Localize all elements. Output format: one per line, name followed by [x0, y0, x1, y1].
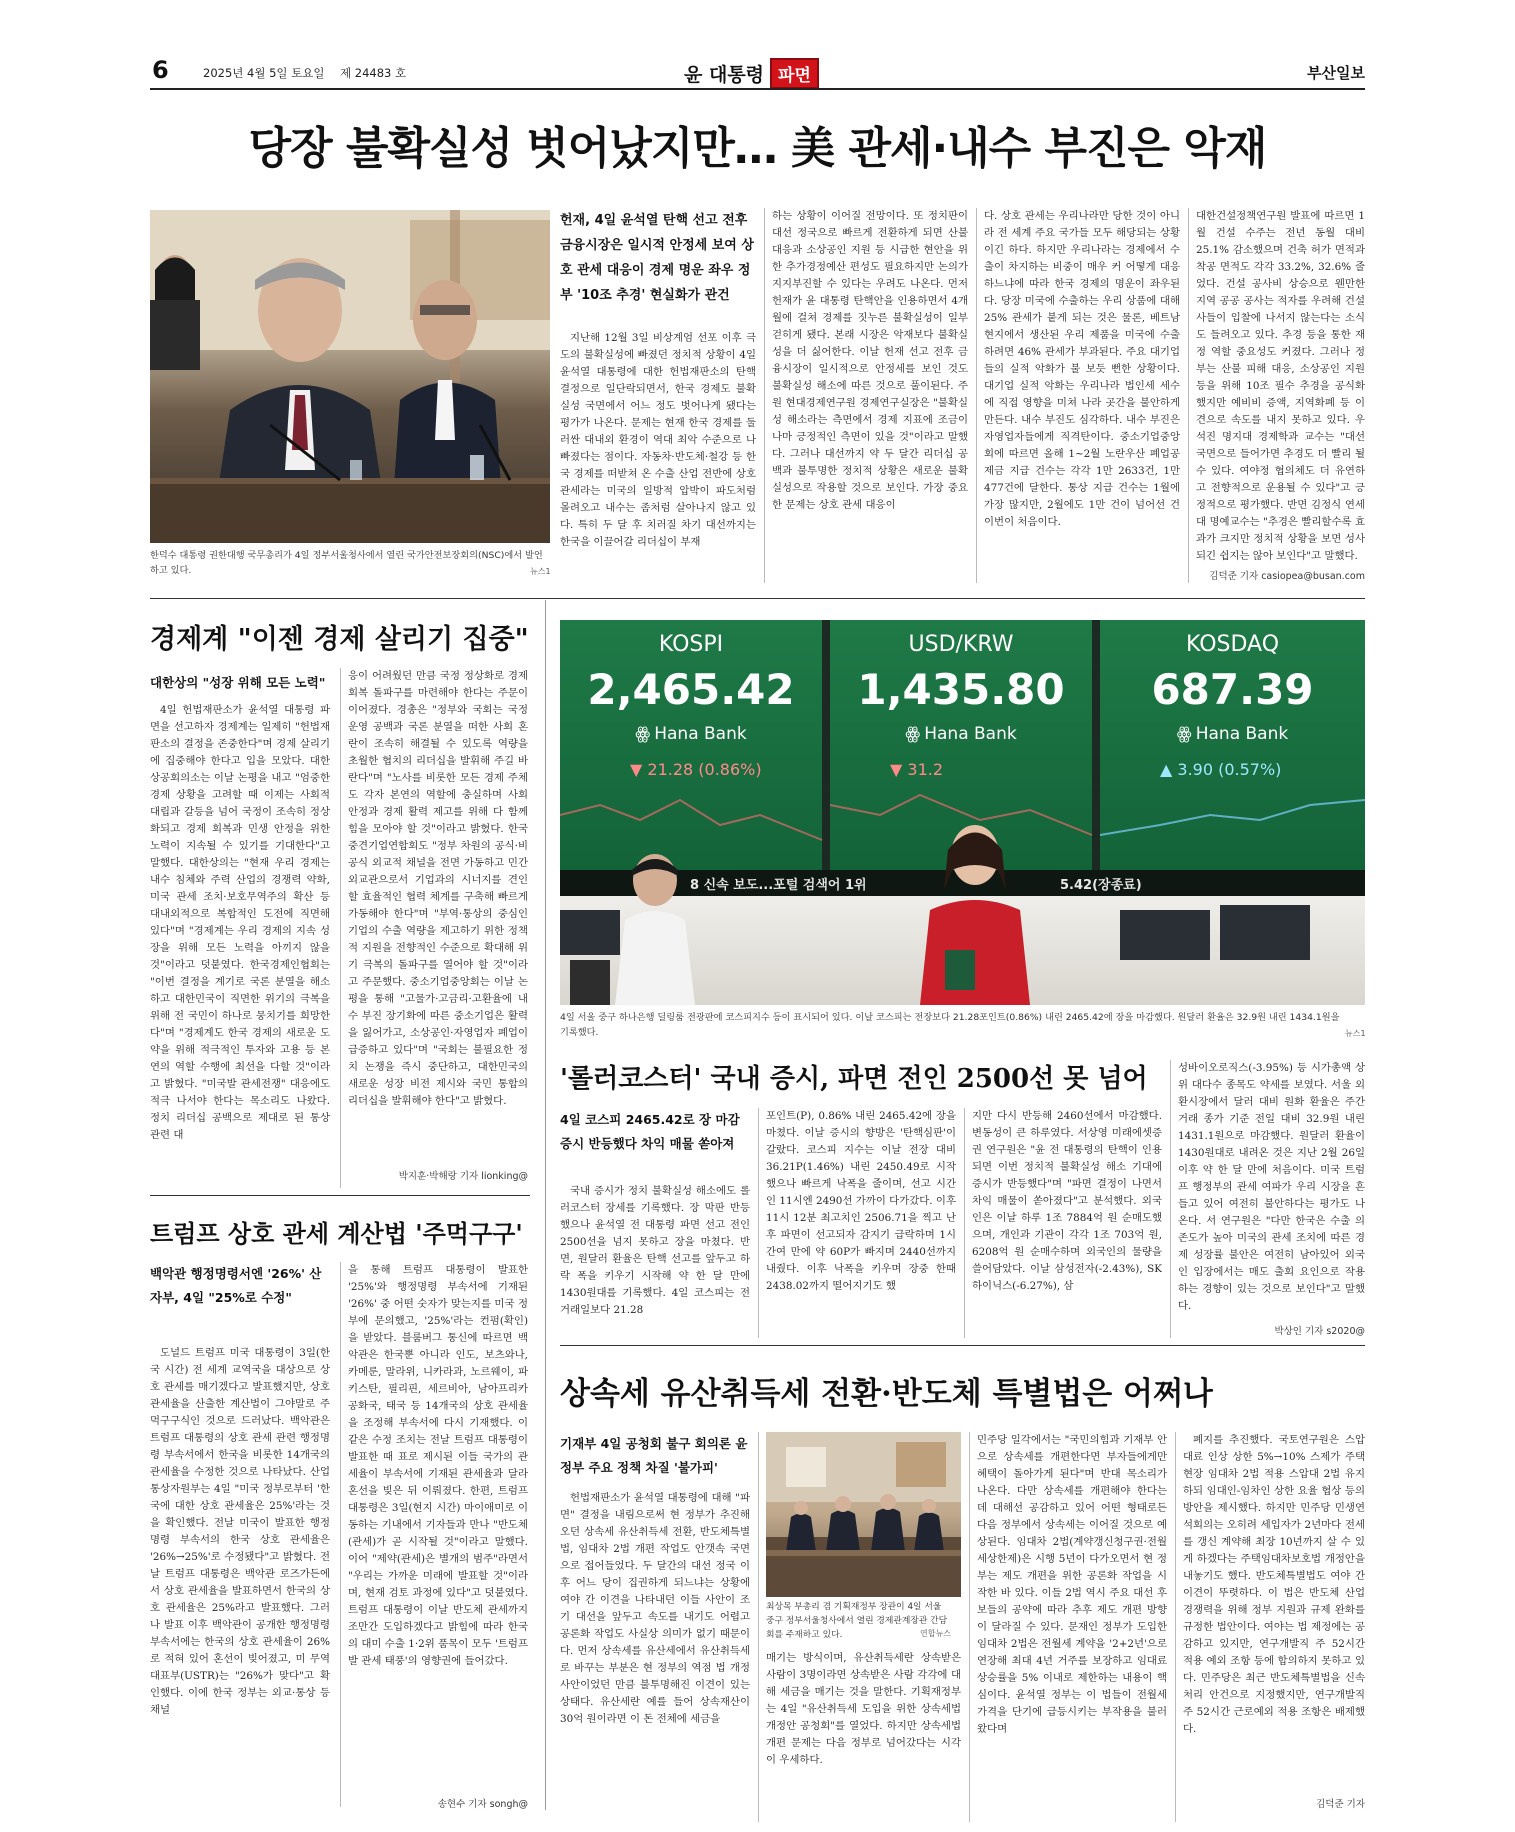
board-value-kospi: 2,465.42 [587, 665, 795, 714]
tax-photo [766, 1432, 961, 1597]
board-label-kosdaq: KOSDAQ [1185, 632, 1280, 657]
main-subhead: 헌재, 4일 윤석열 탄핵 선고 전후 금융시장은 일시적 안정세 보여 상호 관세 대응이 경제 명운 좌우 정부 '10조 추경' 현실화가 관건 [560, 213, 754, 303]
board-bank-label: Hana Bank [924, 724, 1017, 744]
hana-bank-icon: ꙮ [905, 724, 921, 744]
main-col-4: 대한건설정책연구원 발표에 따르면 1월 건설 수주는 전년 동월 대비 25.1% 감소했으며 건축 허가 면적과 착공 면적도 각각 33.2%, 32.6% 줄었다. 건설 공사비 상승으로 웬만한 지역 공공 공사는 적자를 우려해 건설사들이 입찰에 나서지 않는다는 소식도 들려오고 있다. 추경 등을 통한 재정 역할 중요성도 커졌다. 그러나 정부는 산불 피해 대응, 소상공인 지원 등을 위해 10조 필수 추경을 공식화했지만 예비비 증액, 지역화폐 등 이견으로 속도를 내지 못하고 있다. 우석진 명지대 경제학과 교수는 "대선 국면으로 들어가면 추경도 더 빨리 될 수 있다. 여야정 협의체도 더 유연하고 전향적으로 운용될 수 있다"고 긍정적으로 평가했다. 반면 김정식 연세대 명예교수는 "추경은 빨리할수록 효과가 크지만 정치적 상황을 보면 성사되긴 쉽지는 않아 보인다"고 말했다. [1196, 210, 1365, 562]
tariff-col-1: 도널드 트럼프 미국 대통령이 3일(한국 시간) 전 세계 교역국을 대상으로 상호 관세를 매기겠다고 발표했지만, 상호 관세율을 산출한 계산법이 그야말로 주먹구구식인 것으로 드러났다. 백악관은 트럼프 대통령의 상호 관세 관련 행정명령 부속서에서 한국을 비롯한 14개국의 관세율을 수정한 것으로 나타났다. 산업통상자원부는 4일 "미국 정부로부터 '한국에 대한 상호 관세율은 25%'라는 것을 확인했다. 전날 미국이 발표한 행정명령 부속서의 한국 상호 관세율은 '26%→25%'로 수정됐다"고 밝혔다. 전날 트럼프 대통령은 백악관 로즈가든에서 상호 관세율을 발표하면서 한국의 상호 관세율은 25%라고 발표했다. 그러나 발표 이후 백악관이 공개한 행정명령 부속서에는 한국의 상호 관세율이 26%로 적혀 있어 혼선이 빚어졌고, 미 무역대표부(USTR)는 "26%가 맞다"고 확인했다. 이에 한국 정부는 외교·통상 등 채널 [150, 1347, 330, 1716]
economy-headline: 경제계 "이젠 경제 살리기 집중" [150, 624, 529, 655]
tax-col-3: 민주당 일각에서는 "국민의힘과 기재부 안으로 상속세를 개편한다면 부자들에게만 혜택이 돌아가게 된다"며 반대 목소리가 나온다. 다만 상속세를 개편해야 한다는 데 대해선 공감하고 있어 어떤 형태로든 다음 정부에서 상속세는 이어질 것으로 예상된다. 임대차 2법(계약갱신청구권·전월세상한제)은 시행 5년이 다가오면서 현 정부는 제도 개편을 위한 공론화 작업을 시작한 바 있다. 이들 2법 역시 주요 대선 후보들의 공약에 따라 추후 제도 개편 방향이 달라질 수 있다. 문재인 정부가 도입한 임대차 2법은 전월세 계약을 '2+2년'으로 연장해 최대 4년 거주를 보장하고 임대료 상승률을 5% 이내로 제한하는 내용이 핵심이다. 윤석열 정부는 이 법들이 전월세 가격을 단기에 급등시키는 부작용을 불러왔다며 [977, 1434, 1167, 1735]
board-bank-kosdaq [1100, 724, 1365, 744]
stock-byline: 박상인 기자 s2020@ [1274, 1326, 1365, 1337]
tariff-subhead: 백악관 행정명령서엔 '26%' 산자부, 4일 "25%로 수정" [150, 1266, 322, 1305]
dealing-room-people [560, 810, 1365, 1005]
section-divider [150, 598, 1365, 599]
tax-col-4: 폐지를 추진했다. 국토연구원은 스압대료 인상 상한 5%→10% 스제가 주택 현장 임대차 2법 적용 스압대 2법 유지하되 임대인-임차인 상한 요율 협상 등의 방안을 제시했다. 하지만 민주당 민생연석회의는 오히려 세입자가 2년마다 전세를 갱신 계약해 최장 10년까지 살 수 있게 하겠다는 주택임대차보호법 개정안을 내놓기도 했다. 반도체특별법도 여야 간 이견이 뚜렷하다. 이 법은 반도체 산업 경쟁력을 위해 정부 지원과 규제 완화를 규정한 법안이다. 여야는 법 제정에는 공감하고 있지만, 연구개발직 주 52시간 적용 예외 조항 등에 합의하지 못하고 있다. 민주당은 최근 반도체특별법을 신속처리 안건으로 지정했지만, 연구개발직 주 52시간 근로예외 적용 조항은 배제했다. [1183, 1434, 1365, 1735]
minister-meeting-illustration [766, 1432, 961, 1597]
column-divider [1175, 1432, 1176, 1822]
tariff-col-2: 을 통해 트럼프 대통령이 발표한 '25%'와 행정명령 부속서에 기재된 '26%' 중 어떤 숫자가 맞는지를 미국 정부에 문의했고, '25%'라는 컨펌(확인)을 받았다. 블룸버그 통신에 따르면 백악관은 한국뿐 아니라 인도, 보츠와나, 카메룬, 말라위, 니카라과, 노르웨이, 파키스탄, 필리핀, 세르비아, 남아프리카공화국, 태국 등 14개국의 상호 관세율을 조정해 부속서에 다시 기재했다. 이 같은 수정 조치는 전날 트럼프 대통령이 발표한 때 표로 제시된 이들 국가의 관세율이 부속서에 기재된 관세율과 달라 혼선을 빚은 뒤 이뤄졌다. 한편, 트럼프 대통령은 3일(현지 시간) 마이애미로 이동하는 기내에서 기자들과 만나 "반도체(관세)가 곧 시작될 것"이라고 말했다. 이어 "제약(관세)은 별개의 범주"라면서 "우리는 가까운 미래에 발표할 것"이라며, 현재 검토 과정에 있다"고 덧붙였다. 트럼프 대통령이 이날 반도체 관세까지 조만간 도입하겠다고 밝힘에 따라 한국의 대미 수출 1·2위 품목이 모두 '트럼프발 관세 태풍'의 영향권에 들어갔다. [348, 1264, 528, 1667]
tariff-headline: 트럼프 상호 관세 계산법 '주먹구구' [150, 1219, 523, 1248]
stock-col-2: 포인트(P), 0.86% 내린 2465.42에 장을 마쳤다. 이날 증시의 향방은 '탄핵심판'이 갈랐다. 코스피 지수는 이날 전장 대비 36.21P(1.46%) 내린 2450.49로 시작했으나 빠르게 낙폭을 줄이며, 선고 시간인 11시엔 2490선 가까이 다가갔다. 이후 11시 12분 최고치인 2506.71을 찍고 난 후 파면이 선고되자 감지기 급락하며 1시간여 만에 약 60P가 빠지며 2440선까지 내줬다. 이후 낙폭을 키우며 장중 한때 2438.02까지 떨어지기도 했 [766, 1110, 956, 1292]
main-col-1: 지난해 12월 3일 비상계엄 선포 이후 극도의 불확실성에 빠졌던 정치적 상황이 4일 윤석열 대통령에 대한 헌법재판소의 탄핵 결정으로 일단락되면서, 한국 경제도 불확실성 국면에서 어느 정도 벗어나게 됐다는 평가가 나온다. 문제는 현재 한국 경제를 둘러싼 대내외 환경이 역대 최악 수준으로 나빠졌다는 점이다. 자동차·반도체·철강 등 한국 경제를 떠받쳐 온 수출 산업 전반에 상호 관세라는 미국의 일방적 압박이 파도처럼 몰려오고 내수는 좀처럼 살아나지 않고 있다. 특히 두 달 후 치러질 차기 대선까지는 한국을 이끌어갈 리더십이 부재 [560, 332, 756, 548]
market-photo-credit: 뉴스1 [1345, 1029, 1366, 1038]
tariff-byline: 송현수 기자 songh@ [437, 1799, 528, 1810]
column-divider [758, 1432, 759, 1822]
column-divider [1170, 1060, 1171, 1338]
board-value-usd: 1,435.80 [857, 665, 1065, 714]
issue-number: 제 24483 호 [340, 66, 407, 80]
main-photo-credit: 뉴스1 [530, 567, 551, 576]
board-label-usd: USD/KRW [908, 632, 1014, 657]
issue-date: 2025년 4월 5일 토요일 [203, 66, 325, 80]
stock-col-1: 국내 증시가 정치 불확실성 해소에도 롤러코스터 장세를 기록했다. 장 막판 반등했으나 윤석열 전 대통령 파면 선고 전인 2500선을 넘지 못하고 장을 마쳤다. 반면, 원달러 환율은 탄핵 선고를 앞두고 하락 폭을 키우기 시작해 약 한 달 만에 1430원대를 기록했다. 4일 코스피는 전 거래일보다 21.28 [560, 1185, 750, 1316]
section-divider [150, 1195, 530, 1196]
economy-col-2: 응이 어려웠던 만큼 국정 정상화로 경제 회복 돌파구를 마련해야 한다는 주문이 이어졌다. 경총은 "정부와 국회는 국정 운영 공백과 국론 분열을 떠한 사회 혼란이 조속히 해결될 수 있도록 역량을 초월한 협치의 리더십을 발휘해 주길 바란다"며 "노사를 비롯한 모든 경제 주체도 각자 본연의 역할에 충실하며 사회 안정과 경제 활력 제고를 위해 다 함께 힘을 모아야 할 것"이라고 밝혔다. 한국중견기업연합회도 "정부 차원의 공식·비공식 외교적 채널을 전면 가동하고 민간 외교관으로서 기업과의 시너지를 견인할 효율적인 협력 체계를 구축해 빠르게 가동해야 한다"며 "부역·통상의 중심인 기업의 수출 역량을 제고하기 위한 정책적 지원을 전향적인 수준으로 확대해 위기 극복의 돌파구를 열어야 할 것"이라고 주문했다. 중소기업중앙회는 이날 논평을 통해 "고물가·고금리·고환율에 내수 부진 장기화에 따른 중소기업은 활력을 잃어가고, 소상공인·자영업자 폐업이 급증하고 있다"며 "국회는 불필요한 정치 논쟁을 즉시 중단하고, 대한민국의 새로운 성장 비전 제시와 국민 통합의 리더십을 발휘해야 한다"고 밝혔다. [348, 670, 528, 1107]
stock-col-3: 지만 다시 반등해 2460선에서 마감했다. 변동성이 큰 하루였다. 서상영 미래에셋증권 연구원은 "윤 전 대통령의 탄핵이 인용되면 이번 정치적 불확실성 해소 기대에 증시가 반등했다"며 "파면 결정이 나면서 차익 매물이 쏟아졌다"고 분석했다. 외국인은 이날 하루 1조 7884억 원 순매도했으며, 개인과 기관이 각각 1조 703억 원, 6208억 원 순매수하며 외국인의 물량을 쓸어담았다. 이날 삼성전자(-2.43%), SK하이닉스(-6.27%), 삼 [972, 1110, 1162, 1292]
section-divider [560, 1345, 1365, 1346]
hana-bank-icon: ꙮ [1176, 724, 1192, 744]
column-divider [964, 1108, 965, 1338]
board-value-kosdaq: 687.39 [1151, 665, 1314, 714]
main-col-2: 하는 상황이 이어질 전망이다. 또 정치판이 대선 정국으로 빠르게 전환하게 되면 산불 대응과 소상공인 지원 등 시급한 현안을 위한 추가경정예산 편성도 필요하지만 논의가 지지부진할 수 있다는 우려도 나온다. 먼저 헌재가 윤 대통령 탄핵안을 인용하면서 4개월에 걸쳐 경제를 짓누른 불확실성이 일부 걷히게 됐다. 본래 시장은 악재보다 불확실성을 더 싫어한다. 이날 헌재 선고 전후 금융시장이 일시적으로 안정세를 보인 것도 불확실성 해소에 따른 것으로 풀이된다. 주원 현대경제연구원 경제연구실장은 "불확실성 해소라는 측면에서 경제 지표에 조금이나마 긍정적인 측면이 있을 것"이라고 말했다. 그러나 대선까지 약 두 달간 리더십 공백과 불투명한 정치적 상황은 새로운 불확실성으로 작용할 것으로 보인다. 가장 중요한 문제는 상호 관세 대응이 [772, 210, 968, 511]
column-divider [976, 208, 977, 583]
main-headline: 당장 불확실성 벗어났지만… 美 관세·내수 부진은 악재 [248, 123, 1267, 174]
section-title [684, 58, 819, 89]
stock-subhead: 4일 코스피 2465.42로 장 마감 증시 반등했다 차익 매물 쏟아져 [560, 1112, 740, 1151]
column-divider [340, 1262, 341, 1807]
market-photo [560, 620, 1365, 1005]
tax-photo-caption: 최상목 부총리 겸 기획재정부 장관이 4일 서울 중구 정부서울청사에서 열린 경제관계장관 간담회를 주재하고 있다. [766, 1602, 948, 1640]
board-label-kospi: KOSPI [658, 632, 724, 657]
masthead-rule [150, 88, 1365, 90]
main-col-3: 다. 상호 관세는 우리나라만 당한 것이 아니라 전 세계 주요 국가들 모두 해당되는 상황이긴 하다. 하지만 우리나라는 경제에서 수출이 차지하는 비중이 매우 커 어떻게 대응하느냐에 따라 한국 경제의 명운이 좌우된다. 당장 미국에 수출하는 우리 상품에 대해 25% 관세가 붙게 되는 것은 물론, 베트남 현지에서 생산된 우리 제품을 미국에 수출하려면 46% 관세가 부과된다. 주요 대기업들의 실적 악화가 불 보듯 뻔한 상황이다. 대기업 실적 악화는 우리나라 법인세 세수에 직접 영향을 미쳐 나라 곳간을 불안하게 만든다. 내수 부진도 심각하다. 내수 부진은 자영업자들에게 직격탄이다. 중소기업중앙회에 따르면 올해 1~2월 노란우산 폐업공제금 지급 건수는 각각 1만 2633건, 1만 477건에 달한다. 통상 지급 건수는 1월에 가장 많지만, 2월에도 1만 건이 넘어선 건 이번이 처음이다. [984, 210, 1180, 528]
column-divider [969, 1432, 970, 1822]
paper-name: 부산일보 [1307, 64, 1365, 82]
page-number: 6 [152, 56, 169, 84]
tax-headline: 상속세 유산취득세 전환·반도체 특별법은 어쩌나 [560, 1376, 1213, 1412]
board-bank-label: Hana Bank [1195, 724, 1289, 744]
section-badge: 파면 [770, 58, 819, 89]
tax-col-1: 헌법재판소가 윤석열 대통령에 대해 "파면" 결정을 내림으로써 현 정부가 추진해 오던 상속세 유산취득세 전환, 반도체특별법, 임대차 2법 개편 작업도 안갯속 국면으로 접어들었다. 두 달간의 대선 정국 이후 어느 당이 집권하게 되느냐는 상황에 여야 간 이견을 나타내던 이들 사안이 조기 대선을 앞두고 속도를 내기도 어렵고 공론화 작업도 사실상 의미가 없기 때문이다. 먼저 상속세를 유산세에서 유산취득세로 바꾸는 부분은 현 정부의 역점 법 개정 사안이었던 만큼 불투명해진 이견이 있는 상태다. 유산세란 예를 들어 상속재산이 30억 원이라면 이 돈 전체에 세금을 [560, 1492, 750, 1725]
column-divider [758, 1108, 759, 1338]
economy-col-1: 4일 헌법재판소가 윤석열 대통령 파면을 선고하자 경제계는 일제히 "헌법재판소의 결정을 존중한다"며 경제 살리기에 집중해야 한다고 입을 모았다. 대한상공회의소는 이날 논평을 내고 "엄중한 경제 상황을 고려할 때 이제는 사회적 대립과 갈등을 넘어 국정이 조속히 정상화되고 경제 회복과 민생 안정을 위한 노력이 지속될 수 있기를 기대한다"고 말했다. 대한상의는 "현재 우리 경제는 내수 침체와 주력 산업의 경쟁력 약화, 미국 관세 조치·보호무역주의 확산 등 대내외적으로 복합적인 도전에 직면해 있다"며 "경제계는 우리 경제의 지속 성장을 위해 모든 노력을 아끼지 않을 것"이라고 덧붙였다. 한국경제인협회는 "이번 결정을 계기로 국론 분열을 해소하고 대한민국이 직면한 위기의 극복을 위해 전 국민이 하나로 뭉치기를 희망한다"며 "경제계도 한국 경제의 새로운 도약을 위해 적극적인 투자와 고용 등 본연의 역할 수행에 최선을 다할 것"이라고 밝혔다. "미국발 관세전쟁" 대응에도 적극 나서야 한다는 목소리도 나왔다. 정치 리더십 공백으로 제대로 된 통상 관련 대 [150, 704, 330, 1141]
market-photo-caption: 4일 서울 중구 하나은행 딜링룸 전광판에 코스피지수 등이 표시되어 있다. 이날 코스피는 전장보다 21.28포인트(0.86%) 내린 2465.42에 장을 마감했다. 원달러 환율은 32.9원 내린 1434.1원을 기록했다. [560, 1012, 1340, 1038]
column-divider [1188, 208, 1189, 583]
main-byline: 김덕준 기자 casiopea@busan.com [1209, 571, 1365, 582]
board-change-kospi: ▼ 21.28 (0.86%) [630, 760, 762, 779]
tax-byline: 김덕준 기자 [1316, 1799, 1365, 1810]
board-change-kosdaq: ▲ 3.90 (0.57%) [1160, 760, 1282, 779]
column-divider [340, 668, 341, 1188]
tax-subhead: 기재부 4일 공청회 불구 회의론 윤 정부 주요 정책 차질 '불가피' [560, 1436, 748, 1475]
hana-bank-icon: ꙮ [635, 724, 651, 744]
board-bank-usd [830, 724, 1092, 744]
ticker-left: 8 신속 보도...포털 검색어 1위 [690, 878, 867, 893]
economy-subhead: 대한상의 "성장 위해 모든 노력" [150, 675, 326, 690]
board-bank-label: Hana Bank [654, 724, 747, 744]
column-divider [764, 208, 765, 583]
board-bank-kospi [560, 724, 822, 744]
stock-headline: '롤러코스터' 국내 증시, 파면 전인 2500선 못 넘어 [560, 1064, 1148, 1094]
tax-col-2: 매기는 방식이며, 유산취득세란 상속받은 사람이 3명이라면 상속받은 사람 각각에 대해 세금을 매기는 것을 말한다. 기획재정부는 4일 "유산취득세 도입을 위한 상속세법 개정안 공청회"를 열었다. 하지만 상속세법 개편 문제는 다음 정부로 넘어갔다는 시각이 우세하다. [766, 1652, 961, 1766]
section-prefix: 윤 대통령 [684, 64, 765, 86]
main-photo [150, 210, 550, 543]
board-change-usd: ▼ 31.2 [890, 760, 944, 779]
economy-byline: 박지훈·박해랑 기자 lionking@ [398, 1171, 528, 1182]
stock-col-4: 성바이오로직스(-3.95%) 등 시가총액 상위 대다수 종목도 약세를 보였다. 서울 외환시장에서 달러 대비 원화 환율은 주간 거래 종가 기준 전일 대비 32.9원 내린 1431.1원으로 마감했다. 원달러 환율이 1430원대로 내려온 것은 지난 2월 26일 이후 약 한 달 만에 처음이다. 미국 트럼프 행정부의 관세 여파가 우리 시장을 흔들고 있어 여전히 불안하다는 평가도 나온다. 서 연구원은 "다만 한국은 수출 의존도가 높아 미국의 관세 조치에 따른 경제 성장률 불안은 여전히 남아있어 외국인 입장에서는 매도 출회 요인으로 작용하는 경향이 있는 것으로 보인다"고 말했다. [1178, 1062, 1365, 1312]
main-photo-caption: 한덕수 대통령 권한대행 국무총리가 4일 정부서울청사에서 열린 국가안전보장회의(NSC)에서 발언하고 있다. [150, 550, 543, 576]
section-column-divider [545, 600, 546, 1810]
tax-photo-credit: 연합뉴스 [920, 1629, 951, 1638]
ticker-right: 5.42(장종료) [1060, 878, 1142, 893]
nsc-meeting-illustration [150, 210, 550, 543]
